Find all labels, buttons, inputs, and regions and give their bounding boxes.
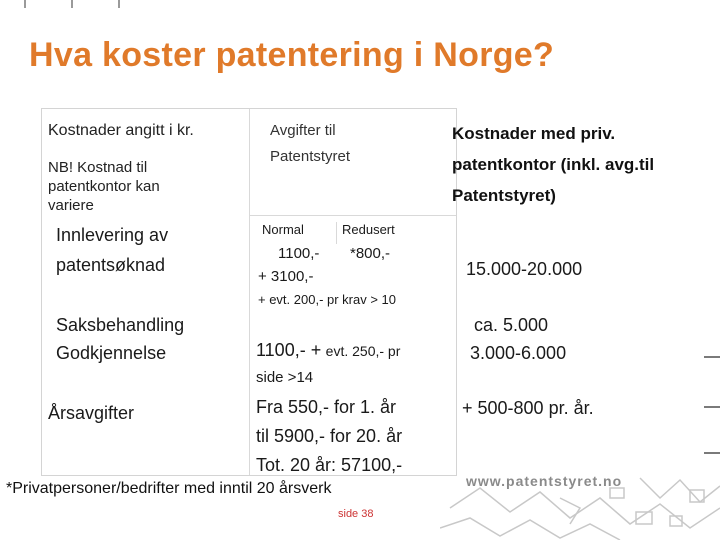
normal-label: Normal bbox=[262, 222, 304, 237]
col3-saksbehandling: ca. 5.000 bbox=[474, 315, 549, 335]
arsavgift-line-1: Fra 550,- for 1. år bbox=[256, 397, 397, 417]
arsavgift-line-2: til 5900,- for 20. år bbox=[256, 426, 403, 446]
godkjennelse-fee bbox=[256, 340, 400, 361]
col2-header: Avgifter til Patentstyret bbox=[270, 122, 351, 165]
top-divider-tick bbox=[71, 0, 73, 8]
godkjennelse-fee-small: evt. 250,- pr bbox=[325, 343, 401, 359]
normal-value: 1100,- bbox=[278, 245, 320, 262]
row-label-innlevering: Innlevering av patentsøknad bbox=[56, 225, 169, 275]
col3-innlevering: 15.000-20.000 bbox=[466, 259, 583, 279]
decor-dash bbox=[704, 452, 720, 454]
col1-header: Kostnader angitt i kr. bbox=[48, 122, 194, 139]
col3-header: Kostnader med priv. patentkontor (inkl. avg.til Patentstyret) bbox=[452, 124, 655, 205]
col3-arsavgifter: + 500-800 pr. år. bbox=[462, 398, 594, 418]
row-label-saksbehandling: Saksbehandling bbox=[56, 315, 185, 335]
decor-dash bbox=[704, 406, 720, 408]
normal-redusert-divider bbox=[336, 222, 337, 244]
website-url: www.patentstyret.no bbox=[466, 473, 623, 489]
row-label-godkjennelse: Godkjennelse bbox=[56, 343, 167, 363]
arsavgift-line-3: Tot. 20 år: 57100,- bbox=[256, 455, 403, 475]
extra-fee-value: + 3100,- bbox=[258, 268, 314, 285]
col1-note: NB! Kostnad til patentkontor kan variere bbox=[48, 159, 160, 214]
column-divider bbox=[249, 109, 250, 475]
godkjennelse-fee-main: 1100,- + bbox=[256, 340, 322, 360]
col3-godkjennelse: 3.000-6.000 bbox=[470, 343, 567, 363]
evt-krav-fee: + evt. 200,- pr krav > 10 bbox=[258, 292, 397, 307]
page-number: side 38 bbox=[338, 508, 374, 520]
footnote: *Privatpersoner/bedrifter med inntil 20 årsverk bbox=[6, 480, 332, 497]
redusert-label: Redusert bbox=[342, 222, 395, 237]
redusert-value: *800,- bbox=[350, 245, 391, 262]
top-divider-tick bbox=[24, 0, 26, 8]
decor-dash bbox=[704, 356, 720, 358]
row-label-arsavgifter: Årsavgifter bbox=[48, 403, 135, 423]
godkjennelse-fee-tail: side >14 bbox=[256, 369, 314, 386]
row-divider bbox=[249, 215, 456, 216]
top-divider-tick bbox=[118, 0, 120, 8]
page-title: Hva koster patentering i Norge? bbox=[29, 36, 555, 74]
